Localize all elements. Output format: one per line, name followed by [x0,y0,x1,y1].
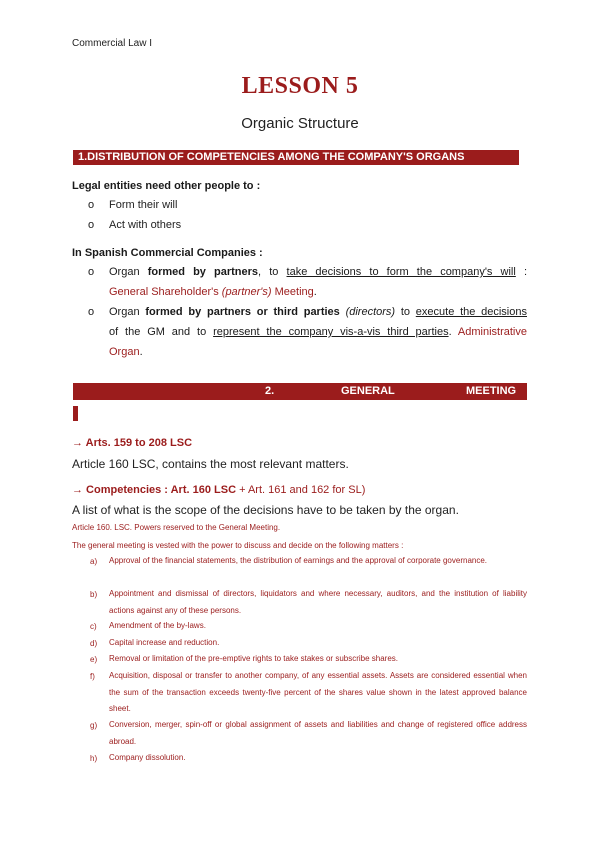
heading-bar-fragment [73,406,78,421]
arts-heading: → Arts. 159 to 208 LSC [72,437,193,449]
list-item: Amendment of the by-laws. [109,621,206,630]
page-header: Commercial Law I [72,38,153,49]
item-letter: c) [90,622,97,631]
section-2-number: 2. [265,385,275,397]
item-letter: f) [90,672,95,681]
section-2-word-2: MEETING [466,385,517,397]
list-item: Acquisition, disposal or transfer to another company, of any essential assets. Assets are considered essential when the sum of the transaction exceeds twenty-five percent of the shares value shown in the latest approved balance sheet. [109,671,527,713]
section-2-heading [73,383,527,400]
legal-bullet-2: Act with others [109,219,182,231]
list-item: Conversion, merger, spin-off or global assignment of assets and liabilities and change of registered office address abroad. [109,720,527,746]
item-letter: a) [90,557,98,566]
section-1-heading: 1.DISTRIBUTION OF COMPETENCIES AMONG THE COMPANY'S ORGANS [73,150,519,165]
list-item: Company dissolution. [109,753,186,762]
section-2-word-1: GENERAL [341,385,395,397]
legal-entities-intro: Legal entities need other people to : [72,180,261,192]
article-title: Article 160. LSC. Powers reserved to the General Meeting. [72,523,281,532]
item-letter: g) [90,721,98,730]
organ-1-line-1: Organ formed by partners, to take decisions to form the company's will : [109,266,527,278]
legal-bullet-1: Form their will [109,199,178,211]
item-letter: e) [90,655,98,664]
bullet-marker: o [88,219,95,231]
item-letter: h) [90,754,98,763]
list-item: Removal or limitation of the pre-emptive rights to take stakes or subscribe shares. [109,654,399,663]
lesson-title: LESSON 5 [241,73,359,99]
arts-text: Article 160 LSC, contains the most relevant matters. [72,457,349,471]
organ-2-line-3: Organ. [109,346,143,358]
organ-2-line-1: Organ formed by partners or third parties (directors) to execute the decisions [109,306,527,318]
organ-1-line-2: General Shareholder's (partner's) Meeting. [109,286,317,298]
bullet-marker: o [88,199,95,211]
list-item: Appointment and dismissal of directors, liquidators and where necessary, auditors, and the institution of liability actions against any of these persons. [109,589,527,615]
list-item: Capital increase and reduction. [109,638,220,647]
bullet-marker: o [88,266,95,278]
lesson-subtitle: Organic Structure [241,115,359,132]
list-item: Approval of the financial statements, the distribution of earnings and the approval of corporate governance. [109,556,488,565]
competencies-heading: → Competencies : Art. 160 LSC + Art. 161 and 162 for SL) [72,484,366,496]
article-intro: The general meeting is vested with the power to discuss and decide on the following matters : [72,541,404,550]
item-letter: b) [90,590,98,599]
organ-2-line-2: of the GM and to represent the company vis-a-vis third parties. Administrative [109,326,527,338]
spanish-companies-intro: In Spanish Commercial Companies : [72,247,263,259]
bullet-marker: o [88,306,95,318]
item-letter: d) [90,639,98,648]
list-intro: A list of what is the scope of the decisions have to be taken by the organ. [72,503,459,517]
